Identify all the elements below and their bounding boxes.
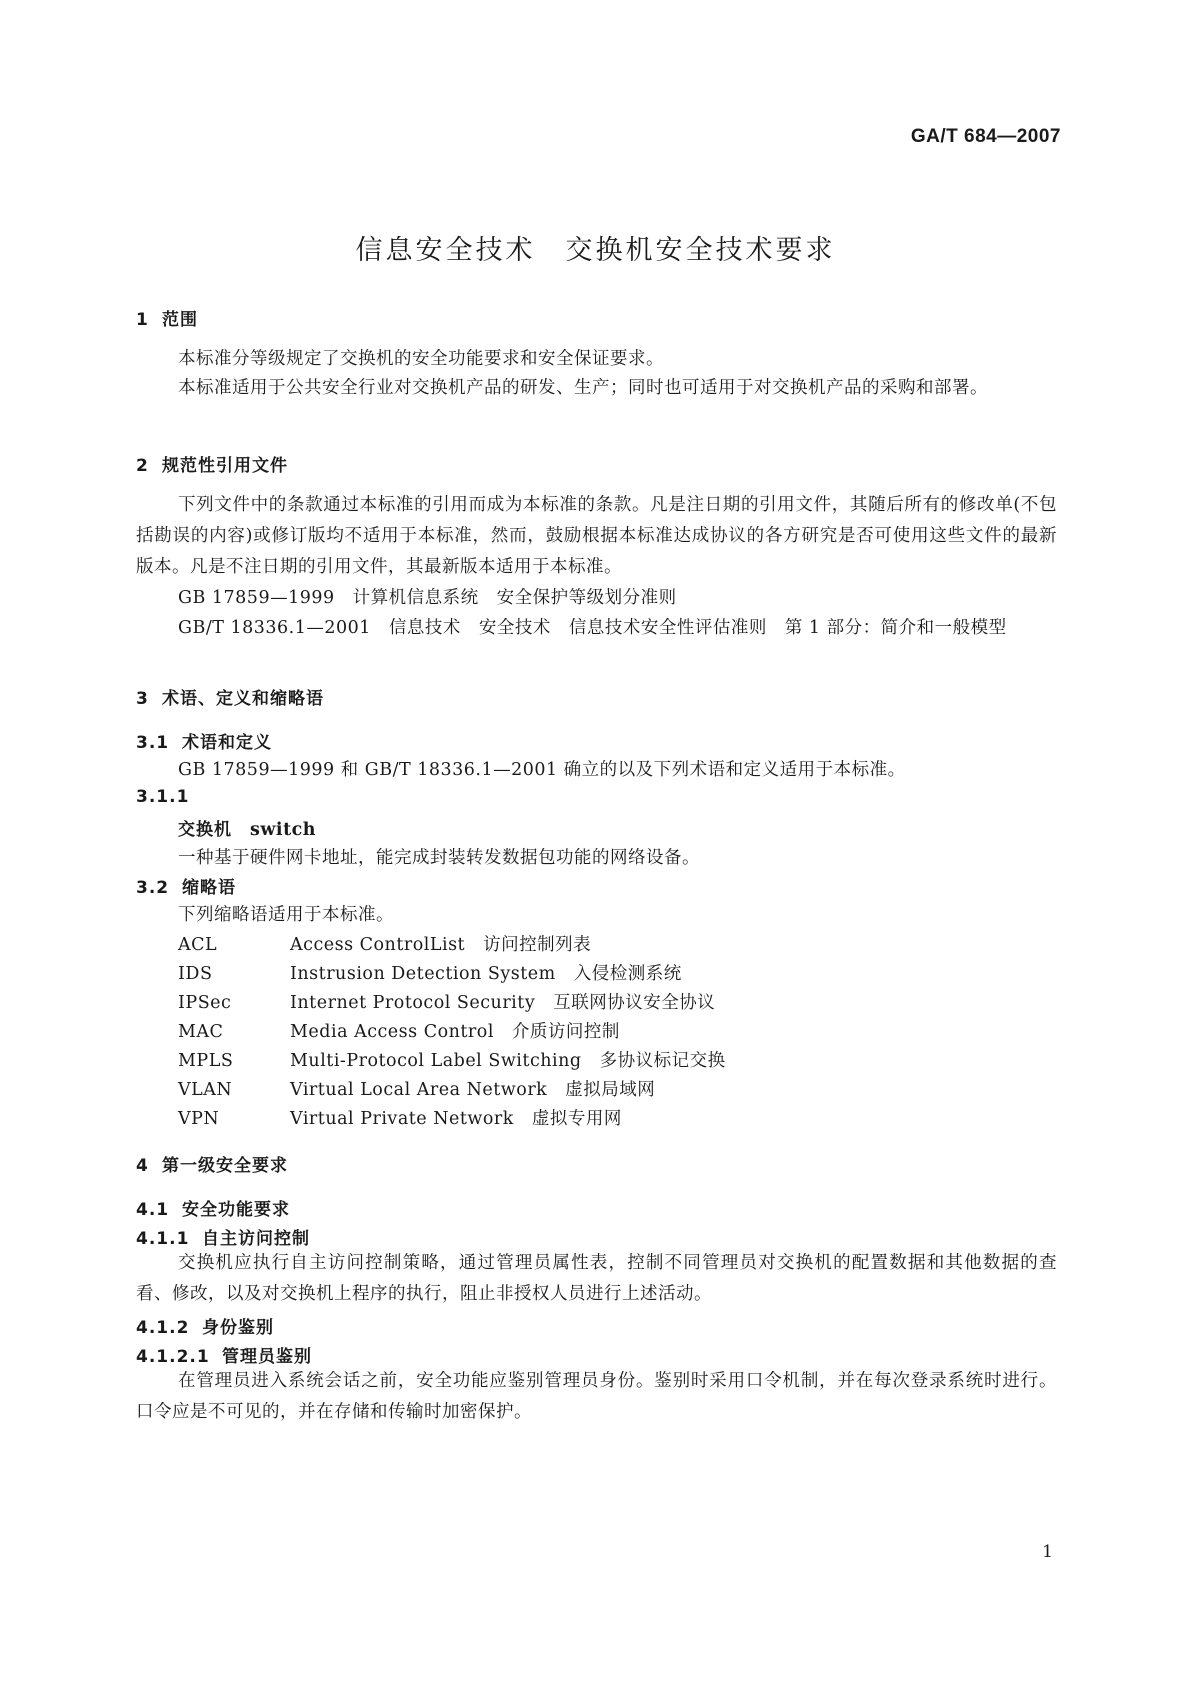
section-title: 术语、定义和缩略语 bbox=[162, 689, 324, 709]
section-1-paragraph-1: 本标准分等级规定了交换机的安全功能要求和安全保证要求。 bbox=[178, 349, 664, 369]
section-4-1-1-heading bbox=[136, 1224, 310, 1249]
abbreviation: VLAN bbox=[178, 1080, 233, 1100]
section-number: 4.1.1 bbox=[136, 1229, 190, 1249]
section-1-paragraph-2: 本标准适用于公共安全行业对交换机产品的研发、生产；同时也可适用于对交换机产品的采购和部署。 bbox=[178, 378, 988, 398]
document-title: 信息安全技术 交换机安全技术要求 bbox=[355, 235, 836, 266]
term-english: switch bbox=[250, 820, 317, 840]
section-3-1-text: GB 17859—1999 和 GB/T 18336.1—2001 确立的以及下列术语和定义适用于本标准。 bbox=[178, 760, 906, 780]
section-title: 缩略语 bbox=[182, 878, 236, 898]
abbreviation: MPLS bbox=[178, 1051, 234, 1071]
section-title: 术语和定义 bbox=[182, 733, 272, 753]
section-4-heading bbox=[136, 1151, 288, 1176]
abbreviation-expansion: Instrusion Detection System 入侵检测系统 bbox=[290, 964, 682, 984]
section-3-2-heading bbox=[136, 873, 236, 898]
term-entry bbox=[178, 815, 316, 840]
section-4-1-2-1-heading bbox=[136, 1342, 312, 1367]
section-title: 范围 bbox=[162, 310, 198, 330]
section-number: 1 bbox=[136, 310, 149, 330]
abbreviation-expansion: Virtual Local Area Network 虚拟局域网 bbox=[290, 1080, 656, 1100]
section-title: 第一级安全要求 bbox=[162, 1156, 288, 1176]
reference-gbt18336: GB/T 18336.1—2001 信息技术 安全技术 信息技术安全性评估准则 第 1 部分：简介和一般模型 bbox=[178, 618, 1007, 638]
section-number: 4.1 bbox=[136, 1200, 170, 1220]
abbreviation-row bbox=[178, 1018, 620, 1043]
section-number: 3 bbox=[136, 689, 149, 709]
section-3-2-text: 下列缩略语适用于本标准。 bbox=[178, 905, 394, 925]
abbreviation-row bbox=[178, 989, 715, 1014]
abbreviation: IPSec bbox=[178, 993, 232, 1013]
section-title: 安全功能要求 bbox=[182, 1200, 290, 1220]
abbreviation-row bbox=[178, 1105, 622, 1130]
page-number: 1 bbox=[1042, 1542, 1053, 1562]
section-4-1-2-1-text: 在管理员进入系统会话之前，安全功能应鉴别管理员身份。鉴别时采用口令机制，并在每次登录系统时进行。口令应是不可见的，并在存储和传输时加密保护。 bbox=[136, 1371, 1057, 1422]
section-number: 4.1.2.1 bbox=[136, 1347, 210, 1367]
abbreviation: ACL bbox=[178, 935, 218, 955]
section-4-1-heading bbox=[136, 1195, 290, 1220]
abbreviation-row bbox=[178, 1076, 655, 1101]
standard-code: GA/T 684—2007 bbox=[910, 126, 1061, 147]
abbreviation-expansion: Internet Protocol Security 互联网协议安全协议 bbox=[290, 993, 716, 1013]
abbreviation-expansion: Virtual Private Network 虚拟专用网 bbox=[290, 1109, 622, 1129]
abbreviation-expansion: Multi-Protocol Label Switching 多协议标记交换 bbox=[290, 1051, 726, 1071]
term-chinese: 交换机 bbox=[178, 820, 232, 840]
abbreviation: VPN bbox=[178, 1109, 220, 1129]
abbreviation: IDS bbox=[178, 964, 213, 984]
section-title: 规范性引用文件 bbox=[162, 456, 288, 476]
section-3-heading bbox=[136, 684, 324, 709]
abbreviation-expansion: Media Access Control 介质访问控制 bbox=[290, 1022, 620, 1042]
abbreviation-row bbox=[178, 1047, 726, 1072]
section-3-1-heading bbox=[136, 728, 272, 753]
section-number: 4.1.2 bbox=[136, 1318, 190, 1338]
section-1-heading bbox=[136, 305, 198, 330]
term-definition: 一种基于硬件网卡地址，能完成封装转发数据包功能的网络设备。 bbox=[178, 848, 700, 868]
section-number: 4 bbox=[136, 1156, 149, 1176]
abbreviation: MAC bbox=[178, 1022, 224, 1042]
abbreviation-row bbox=[178, 960, 682, 985]
abbreviation-row bbox=[178, 931, 591, 956]
section-title: 身份鉴别 bbox=[202, 1318, 274, 1338]
section-number: 3.1 bbox=[136, 733, 170, 753]
section-4-1-1-text: 交换机应执行自主访问控制策略，通过管理员属性表，控制不同管理员对交换机的配置数据和其他数据的查看、修改，以及对交换机上程序的执行，阻止非授权人员进行上述活动。 bbox=[136, 1253, 1057, 1304]
section-4-1-2-heading bbox=[136, 1313, 274, 1338]
section-2-paragraph: 下列文件中的条款通过本标准的引用而成为本标准的条款。凡是注日期的引用文件，其随后所有的修改单(不包括勘误的内容)或修订版均不适用于本标准，然而，鼓励根据本标准达成协议的各方研究是否可使用这些文件的最新版本。凡是不注日期的引用文件，其最新版本适用于本标准。 bbox=[136, 495, 1057, 577]
section-2-heading bbox=[136, 451, 288, 476]
section-title: 管理员鉴别 bbox=[222, 1347, 312, 1367]
section-number: 2 bbox=[136, 456, 149, 476]
section-number: 3.2 bbox=[136, 878, 170, 898]
section-title: 自主访问控制 bbox=[202, 1229, 310, 1249]
reference-gb17859: GB 17859—1999 计算机信息系统 安全保护等级划分准则 bbox=[178, 588, 677, 608]
section-3-1-1-number: 3.1.1 bbox=[136, 787, 190, 807]
abbreviation-expansion: Access ControlList 访问控制列表 bbox=[290, 935, 592, 955]
